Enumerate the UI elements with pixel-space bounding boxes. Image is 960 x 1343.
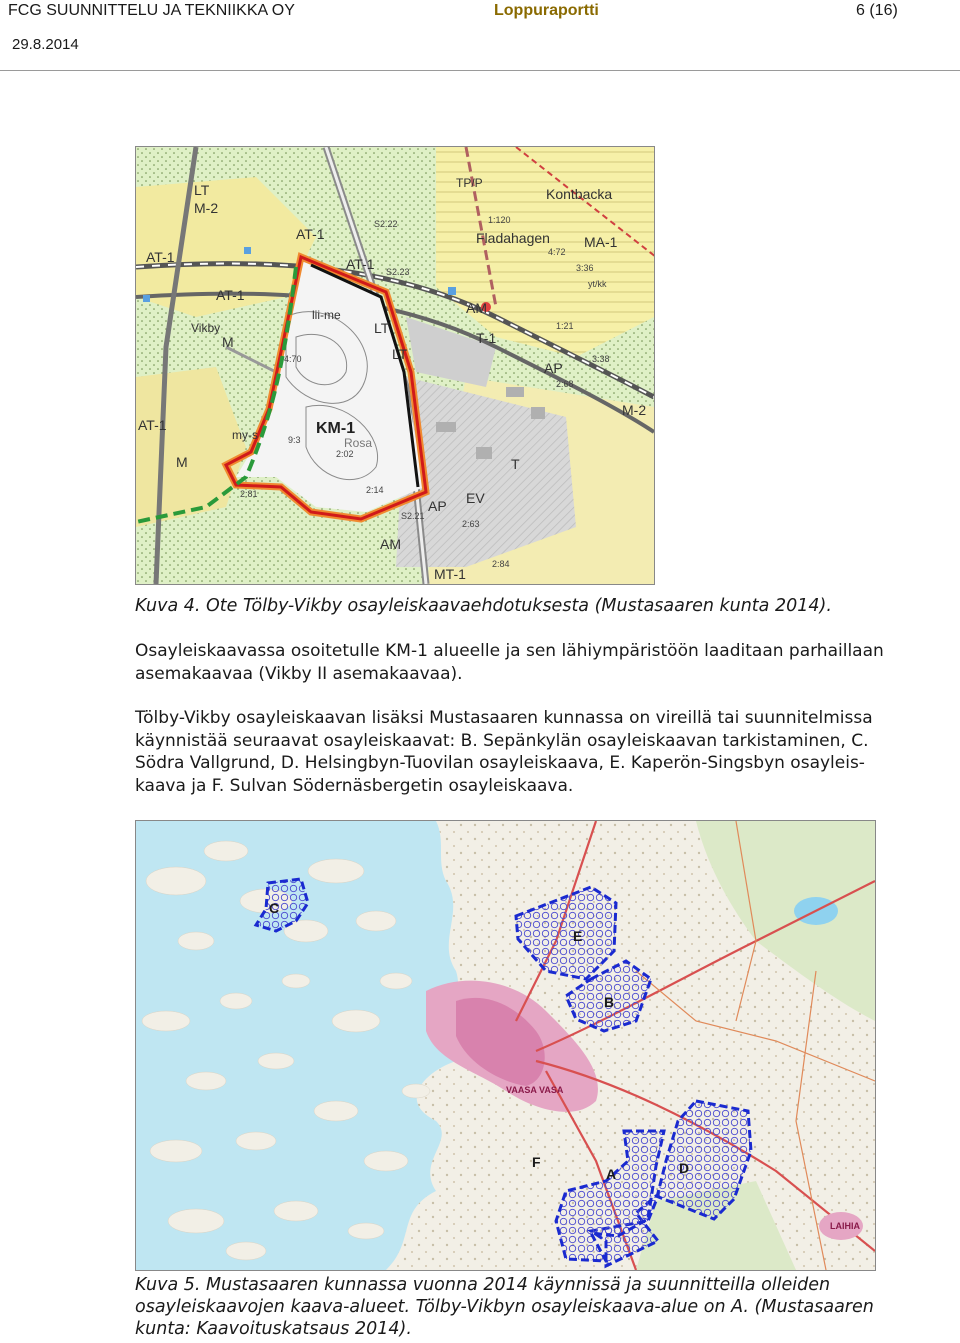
report-date: 29.8.2014 xyxy=(12,36,79,53)
area-label-d: D xyxy=(679,1160,690,1176)
planning-areas-map xyxy=(135,820,876,1271)
map1-label: M-2 xyxy=(622,402,647,418)
map1-label: 3:38 xyxy=(592,354,610,364)
paragraph-line: asemakaavaa (Vikby II asemakaavaa). xyxy=(135,663,463,684)
paragraph-1 xyxy=(135,640,955,685)
map1-label: lii-me xyxy=(312,308,341,322)
map1-label: AT-1 xyxy=(138,417,167,433)
map1-label: T xyxy=(511,456,520,472)
map1-label: 2:81 xyxy=(240,489,258,499)
map1-label: T-1 xyxy=(476,330,497,346)
map1-label: TP/P xyxy=(456,176,483,190)
area-label-c: C xyxy=(269,900,280,916)
map1-label: 1:21 xyxy=(556,321,574,331)
company-name: FCG SUUNNITTELU JA TEKNIIKKA OY xyxy=(8,2,295,19)
map1-label: AT-1 xyxy=(296,226,325,242)
map1-label: EV xyxy=(466,490,485,506)
map1-label: S2.23 xyxy=(386,267,410,277)
planning-areas-map-graphic xyxy=(136,821,875,1270)
paragraph-line: käynnistää seuraavat osayleiskaavat: B. Sepänkylän osayleiskaavan tarkistaminen, C. xyxy=(135,730,869,751)
map1-label: 4:72 xyxy=(548,247,566,257)
paragraph-line: Södra Vallgrund, D. Helsingbyn-Tuovilan osayleiskaava, E. Kaperön-Singsbyn osayleis- xyxy=(135,753,865,773)
map1-label: 2:84 xyxy=(492,559,510,569)
map1-label: S2.21 xyxy=(401,511,425,521)
map1-label: 3:36 xyxy=(576,263,594,273)
map1-label: KM-1 xyxy=(316,420,356,437)
map1-label: AM xyxy=(380,536,401,552)
map1-label: AM xyxy=(466,300,487,316)
map1-label: MA-1 xyxy=(584,234,618,250)
area-label-a: A xyxy=(606,1166,617,1182)
map1-label: 2:63 xyxy=(462,519,480,529)
figure-4-caption: Kuva 4. Ote Tölby-Vikby osayleiskaavaehdotuksesta (Mustasaaren kunta 2014). xyxy=(135,596,832,616)
figure-5-caption xyxy=(135,1274,874,1340)
map1-label: MT-1 xyxy=(434,566,466,582)
area-label-e: E xyxy=(573,928,583,944)
map1-label: Fladahagen xyxy=(476,230,550,246)
map1-label: M xyxy=(176,454,188,470)
map1-label: M-2 xyxy=(194,200,219,216)
page-number: 6 (16) xyxy=(856,2,898,19)
header-divider xyxy=(0,70,960,71)
area-label-b: B xyxy=(604,994,615,1010)
master-plan-map xyxy=(135,146,655,585)
map1-label: AT-1 xyxy=(146,249,175,265)
map1-label: Rosa xyxy=(344,436,373,450)
paragraph-line: Osayleiskaavassa osoitetulle KM-1 alueelle ja sen lähiympäristöön laaditaan parhaillaan xyxy=(135,641,884,661)
map1-label: yt/kk xyxy=(588,279,607,289)
paragraph-line: kaava ja F. Sulvan Södernäsbergetin osayleiskaava. xyxy=(135,775,574,796)
map1-label: my-s xyxy=(232,428,258,442)
place-label: VAASA VASA xyxy=(506,1085,564,1095)
map1-label: AP xyxy=(428,498,447,514)
master-plan-map-graphic xyxy=(136,147,654,584)
map1-label: LT xyxy=(374,320,390,336)
report-title: Loppuraportti xyxy=(494,2,599,19)
caption-line: osayleiskaavojen kaava-alueet. Tölby-Vikbyn osayleiskaava-alue on A. (Mustasaaren xyxy=(135,1297,874,1317)
map1-label: AT-1 xyxy=(216,287,245,303)
map1-label: LT xyxy=(194,182,210,198)
page-header xyxy=(0,0,960,70)
map1-label: LT xyxy=(392,346,408,362)
map1-label: 9:3 xyxy=(288,435,301,445)
caption-line: Kuva 5. Mustasaaren kunnassa vuonna 2014 käynnissä ja suunnitteilla olleiden xyxy=(135,1275,831,1295)
map1-label: AT-1 xyxy=(346,256,375,272)
map1-label: 4:70 xyxy=(284,354,302,364)
map1-label: 2:02 xyxy=(336,449,354,459)
map1-label: Kontbacka xyxy=(546,186,613,202)
map1-label: S2.22 xyxy=(374,219,398,229)
area-label-f: F xyxy=(532,1154,541,1170)
map1-label: 1:120 xyxy=(488,215,511,225)
place-label: LAIHIA xyxy=(830,1221,860,1231)
caption-line: kunta: Kaavoituskatsaus 2014). xyxy=(135,1319,412,1339)
map1-label: AP xyxy=(544,360,563,376)
map1-label: 2:68 xyxy=(556,379,574,389)
paragraph-line: Tölby-Vikby osayleiskaavan lisäksi Mustasaaren kunnassa on vireillä tai suunnitelmissa xyxy=(135,708,873,728)
paragraph-2 xyxy=(135,707,955,797)
map1-label: Vikby xyxy=(191,321,221,335)
map1-label: M xyxy=(222,334,234,350)
map1-label: 2:14 xyxy=(366,485,384,495)
